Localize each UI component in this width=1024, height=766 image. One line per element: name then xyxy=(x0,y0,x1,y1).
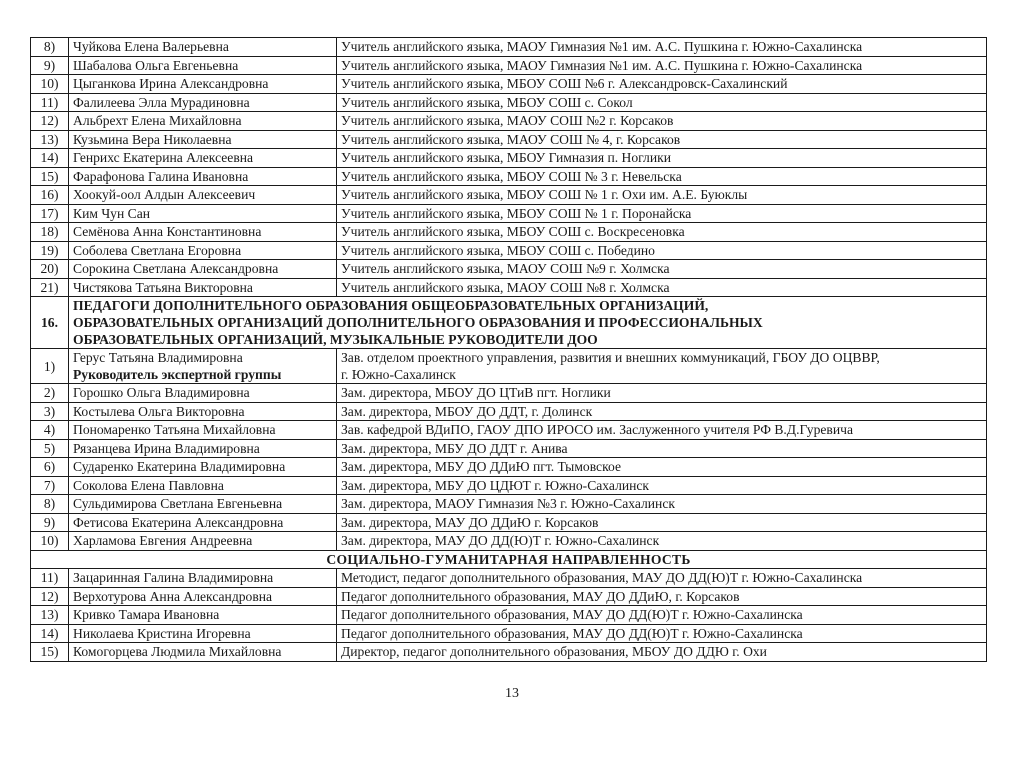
table-row xyxy=(31,402,987,421)
table-row xyxy=(31,495,987,514)
row-name: Чуйкова Елена Валерьевна xyxy=(69,38,337,57)
row-number: 4) xyxy=(31,421,69,440)
row-position: Учитель английского языка, МАОУ Гимназия №1 им. А.С. Пушкина г. Южно-Сахалинска xyxy=(337,38,987,57)
row-number: 13) xyxy=(31,606,69,625)
leader-position-line-2: г. Южно-Сахалинск xyxy=(341,367,456,382)
table-row xyxy=(31,186,987,205)
table-body-bottom xyxy=(31,569,987,662)
table-row xyxy=(31,458,987,477)
row-name: Фарафонова Галина Ивановна xyxy=(69,167,337,186)
subsection-title: СОЦИАЛЬНО-ГУМАНИТАРНАЯ НАПРАВЛЕННОСТЬ xyxy=(31,550,987,569)
row-name: Сульдимирова Светлана Евгеньевна xyxy=(69,495,337,514)
row-number: 17) xyxy=(31,204,69,223)
section-title-line-2: ОБРАЗОВАТЕЛЬНЫХ ОРГАНИЗАЦИЙ ДОПОЛНИТЕЛЬНОГО ОБРАЗОВАНИЯ И ПРОФЕССИОНАЛЬНЫХ xyxy=(73,315,763,330)
section-16 xyxy=(31,297,987,384)
section-title xyxy=(69,297,987,349)
table-row xyxy=(31,38,987,57)
row-number: 9) xyxy=(31,513,69,532)
row-position: Учитель английского языка, МБОУ СОШ № 3 г. Невельска xyxy=(337,167,987,186)
row-number: 18) xyxy=(31,223,69,242)
table-row xyxy=(31,606,987,625)
row-position: Зам. директора, МБОУ ДО ЦТиВ пгт. Ноглики xyxy=(337,384,987,403)
table-row xyxy=(31,223,987,242)
row-position: Директор, педагог дополнительного образования, МБОУ ДО ДДЮ г. Охи xyxy=(337,643,987,662)
row-number: 13) xyxy=(31,130,69,149)
row-number: 20) xyxy=(31,260,69,279)
table-row xyxy=(31,260,987,279)
row-name: Харламова Евгения Андреевна xyxy=(69,532,337,551)
row-name: Соболева Светлана Егоровна xyxy=(69,241,337,260)
row-name: Сударенко Екатерина Владимировна xyxy=(69,458,337,477)
row-name: Кузьмина Вера Николаевна xyxy=(69,130,337,149)
table-row xyxy=(31,476,987,495)
row-name: Альбрехт Елена Михайловна xyxy=(69,112,337,131)
row-number: 6) xyxy=(31,458,69,477)
row-position: Зам. директора, МБУ ДО ДДТ г. Анива xyxy=(337,439,987,458)
row-name: Верхотурова Анна Александровна xyxy=(69,587,337,606)
row-number: 11) xyxy=(31,93,69,112)
table-row xyxy=(31,56,987,75)
row-name: Кривко Тамара Ивановна xyxy=(69,606,337,625)
row-position: Учитель английского языка, МБОУ СОШ № 1 г. Поронайска xyxy=(337,204,987,223)
row-position xyxy=(337,349,987,384)
leader-position-line-1: Зав. отделом проектного управления, развития и внешних коммуникаций, ГБОУ ДО ОЦВВР, xyxy=(341,350,880,365)
row-number: 2) xyxy=(31,384,69,403)
row-number: 12) xyxy=(31,587,69,606)
row-position: Учитель английского языка, МАОУ СОШ №8 г. Холмска xyxy=(337,278,987,297)
row-name: Горошко Ольга Владимировна xyxy=(69,384,337,403)
row-number: 5) xyxy=(31,439,69,458)
row-number: 14) xyxy=(31,149,69,168)
row-position: Учитель английского языка, МАОУ СОШ №9 г. Холмска xyxy=(337,260,987,279)
row-number: 9) xyxy=(31,56,69,75)
table-row xyxy=(31,532,987,551)
table-row xyxy=(31,439,987,458)
row-position: Учитель английского языка, МБОУ СОШ с. Воскресеновка xyxy=(337,223,987,242)
row-position: Педагог дополнительного образования, МАУ ДО ДД(Ю)Т г. Южно-Сахалинска xyxy=(337,624,987,643)
row-position: Учитель английского языка, МБОУ СОШ № 1 г. Охи им. А.Е. Буюклы xyxy=(337,186,987,205)
row-name: Хоокуй-оол Алдын Алексеевич xyxy=(69,186,337,205)
row-name: Рязанцева Ирина Владимировна xyxy=(69,439,337,458)
row-position: Зам. директора, МАОУ Гимназия №3 г. Южно-Сахалинск xyxy=(337,495,987,514)
page-number: 13 xyxy=(505,686,519,701)
table-row xyxy=(31,167,987,186)
row-position: Зам. директора, МАУ ДО ДДиЮ г. Корсаков xyxy=(337,513,987,532)
participants-table xyxy=(30,37,987,662)
row-number: 16) xyxy=(31,186,69,205)
section-title-line-1: ПЕДАГОГИ ДОПОЛНИТЕЛЬНОГО ОБРАЗОВАНИЯ ОБЩЕОБРАЗОВАТЕЛЬНЫХ ОРГАНИЗАЦИЙ, xyxy=(73,298,709,313)
row-name xyxy=(69,349,337,384)
row-number: 10) xyxy=(31,75,69,94)
section-number: 16. xyxy=(31,297,69,349)
row-number: 8) xyxy=(31,38,69,57)
row-name: Фетисова Екатерина Александровна xyxy=(69,513,337,532)
row-position: Зам. директора, МБУ ДО ЦДЮТ г. Южно-Сахалинск xyxy=(337,476,987,495)
row-position: Учитель английского языка, МБОУ СОШ №6 г. Александровск-Сахалинский xyxy=(337,75,987,94)
row-name: Чистякова Татьяна Викторовна xyxy=(69,278,337,297)
section-header-row xyxy=(31,297,987,349)
row-name: Зацаринная Галина Владимировна xyxy=(69,569,337,588)
row-number: 15) xyxy=(31,643,69,662)
table-row xyxy=(31,130,987,149)
row-name: Пономаренко Татьяна Михайловна xyxy=(69,421,337,440)
leader-role: Руководитель экспертной группы xyxy=(73,367,282,382)
row-number: 8) xyxy=(31,495,69,514)
table-row xyxy=(31,204,987,223)
table-row xyxy=(31,278,987,297)
row-name: Ким Чун Сан xyxy=(69,204,337,223)
table-row xyxy=(31,421,987,440)
row-name: Цыганкова Ирина Александровна xyxy=(69,75,337,94)
table-row xyxy=(31,93,987,112)
row-number: 14) xyxy=(31,624,69,643)
table-row xyxy=(31,643,987,662)
row-number: 11) xyxy=(31,569,69,588)
row-number: 15) xyxy=(31,167,69,186)
row-number: 21) xyxy=(31,278,69,297)
table-row xyxy=(31,569,987,588)
table-row-leader xyxy=(31,349,987,384)
row-name: Сорокина Светлана Александровна xyxy=(69,260,337,279)
row-position: Учитель английского языка, МАОУ СОШ № 4, г. Корсаков xyxy=(337,130,987,149)
row-number: 10) xyxy=(31,532,69,551)
table-row xyxy=(31,384,987,403)
table-row xyxy=(31,587,987,606)
row-position: Методист, педагог дополнительного образования, МАУ ДО ДД(Ю)Т г. Южно-Сахалинска xyxy=(337,569,987,588)
row-name: Костылева Ольга Викторовна xyxy=(69,402,337,421)
row-position: Педагог дополнительного образования, МАУ ДО ДДиЮ, г. Корсаков xyxy=(337,587,987,606)
row-position: Зам. директора, МБОУ ДО ДДТ, г. Долинск xyxy=(337,402,987,421)
row-name: Шабалова Ольга Евгеньевна xyxy=(69,56,337,75)
row-position: Учитель английского языка, МАОУ Гимназия №1 им. А.С. Пушкина г. Южно-Сахалинска xyxy=(337,56,987,75)
section-title-line-3: ОБРАЗОВАТЕЛЬНЫХ ОРГАНИЗАЦИЙ, МУЗЫКАЛЬНЫЕ РУКОВОДИТЕЛИ ДОО xyxy=(73,332,598,347)
row-name: Николаева Кристина Игоревна xyxy=(69,624,337,643)
table-row xyxy=(31,513,987,532)
row-position: Учитель английского языка, МБОУ СОШ с. Победино xyxy=(337,241,987,260)
subsection xyxy=(31,550,987,569)
row-position: Педагог дополнительного образования, МАУ ДО ДД(Ю)Т г. Южно-Сахалинска xyxy=(337,606,987,625)
table-row xyxy=(31,149,987,168)
row-number: 7) xyxy=(31,476,69,495)
row-position: Зам. директора, МБУ ДО ДДиЮ пгт. Тымовское xyxy=(337,458,987,477)
table-body-middle xyxy=(31,384,987,551)
subsection-header-row xyxy=(31,550,987,569)
row-number: 1) xyxy=(31,349,69,384)
table-body-top xyxy=(31,38,987,297)
row-number: 3) xyxy=(31,402,69,421)
row-position: Учитель английского языка, МАОУ СОШ №2 г. Корсаков xyxy=(337,112,987,131)
row-position: Зам. директора, МАУ ДО ДД(Ю)Т г. Южно-Сахалинск xyxy=(337,532,987,551)
row-name: Семёнова Анна Константиновна xyxy=(69,223,337,242)
row-number: 19) xyxy=(31,241,69,260)
table-row xyxy=(31,112,987,131)
row-name: Генрихс Екатерина Алексеевна xyxy=(69,149,337,168)
row-name: Соколова Елена Павловна xyxy=(69,476,337,495)
row-number: 12) xyxy=(31,112,69,131)
table-row xyxy=(31,241,987,260)
row-position: Учитель английского языка, МБОУ Гимназия п. Ноглики xyxy=(337,149,987,168)
row-position: Учитель английского языка, МБОУ СОШ с. Сокол xyxy=(337,93,987,112)
table-row xyxy=(31,624,987,643)
row-name: Фалилеева Элла Мурадиновна xyxy=(69,93,337,112)
table-row xyxy=(31,75,987,94)
row-name: Комогорцева Людмила Михайловна xyxy=(69,643,337,662)
leader-name: Герус Татьяна Владимировна xyxy=(73,350,243,365)
row-position: Зав. кафедрой ВДиПО, ГАОУ ДПО ИРОСО им. Заслуженного учителя РФ В.Д.Гуревича xyxy=(337,421,987,440)
